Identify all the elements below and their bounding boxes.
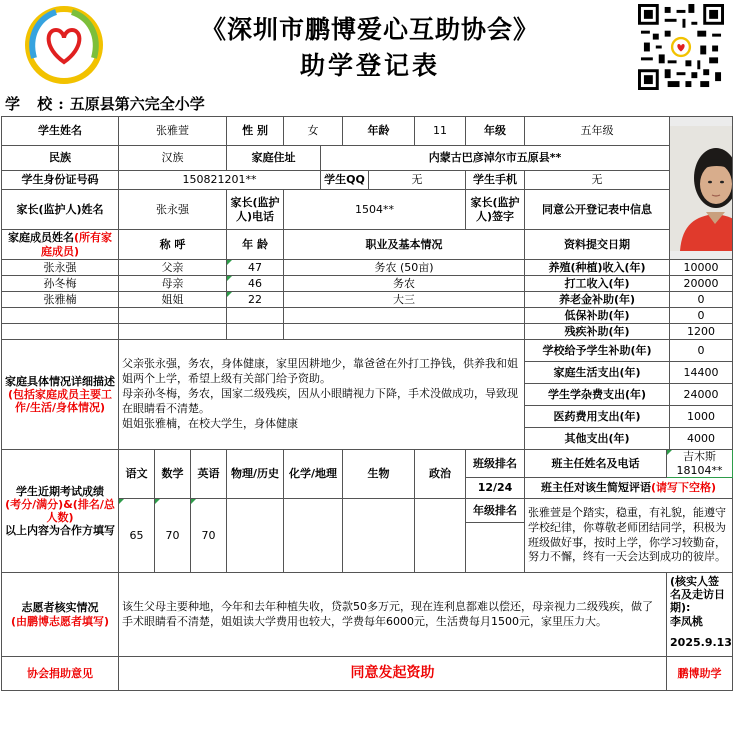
member-name: [2, 324, 119, 340]
score-cell: 70: [191, 499, 227, 573]
finance-value: 4000: [670, 428, 733, 450]
grade-rank-label: 年级排名: [466, 499, 525, 523]
finance-value: 0: [670, 308, 733, 324]
score-cell: [415, 499, 466, 573]
volunteer-label: 志愿者核实情况: [21, 601, 99, 615]
finance-label: 低保补助(年): [525, 308, 670, 324]
member-age: 47: [227, 260, 284, 276]
finance-value: 14400: [670, 362, 733, 384]
submit-date-label: 资料提交日期: [525, 230, 670, 260]
guardian-name-value: 张永强: [119, 190, 227, 230]
member-age: 22: [227, 292, 284, 308]
member-job: 务农 (50亩): [284, 260, 525, 276]
grade-value: 五年级: [525, 117, 670, 146]
score-cell: [284, 499, 343, 573]
student-portrait-image: [670, 126, 733, 251]
member-job: [284, 324, 525, 340]
volunteer-header: [2, 573, 119, 657]
volunteer-text: 该生父母主要种地，今年和去年种植失收，贷款50多万元，现在连利息都难以偿还，母亲视力二级残疾，做了手术眼睛看不清楚，姐姐读大学费用也较大，学费每年6000元，生活费每月1500元，家里压力大。: [119, 573, 667, 657]
guardian-sign-label: 家长(监护人)签字: [466, 190, 525, 230]
id-number-label: 学生身份证号码: [2, 171, 119, 190]
exam-tail: 以上内容为合作方填写: [5, 524, 115, 538]
member-name: 张永强: [2, 260, 119, 276]
ethnicity-value: 汉族: [119, 146, 227, 171]
donation-opinion: 同意发起资助: [119, 657, 667, 691]
member-name: [2, 308, 119, 324]
finance-label: 家庭生活支出(年): [525, 362, 670, 384]
finance-value: 1200: [670, 324, 733, 340]
member-relation: 母亲: [119, 276, 227, 292]
member-relation: 父亲: [119, 260, 227, 276]
guardian-phone-label: 家长(监护人)电话: [227, 190, 284, 230]
exam-label: 学生近期考试成绩: [16, 484, 104, 498]
member-name: 孙冬梅: [2, 276, 119, 292]
member-name: 张雅楠: [2, 292, 119, 308]
teacher-contact: 吉木斯18104**: [667, 450, 733, 478]
subject-header: 生物: [343, 450, 415, 499]
form-title-line1: 《深圳市鹏博爱心互助协会》: [200, 15, 539, 44]
grade-label: 年级: [466, 117, 525, 146]
address-label: 家庭住址: [227, 146, 321, 171]
score-cell: [227, 499, 284, 573]
member-job: 大三: [284, 292, 525, 308]
finance-value: 0: [670, 340, 733, 362]
registration-form: [1, 116, 733, 691]
qq-value: 无: [369, 171, 466, 190]
school-name: 五原县第六完全小学: [69, 95, 205, 113]
subject-header: 政治: [415, 450, 466, 499]
student-phone-label: 学生手机: [466, 171, 525, 190]
member-job: [284, 308, 525, 324]
donation-opinion-label: 协会捐助意见: [2, 657, 119, 691]
subject-header: 物理/历史: [227, 450, 284, 499]
association-logo: [22, 6, 106, 84]
finance-value: 0: [670, 292, 733, 308]
age-label: 年龄: [343, 117, 415, 146]
subject-header: 数学: [155, 450, 191, 499]
age-column-header: 年 龄: [227, 230, 284, 260]
verifier-name: 李凤桃: [670, 614, 704, 628]
form-title-line2: 助学登记表: [299, 51, 440, 80]
gender-value: 女: [284, 117, 343, 146]
finance-value: 24000: [670, 384, 733, 406]
consent-text: 同意公开登记表中信息: [525, 190, 670, 230]
student-name: 张雅萱: [119, 117, 227, 146]
student-name-label: 学生姓名: [2, 117, 119, 146]
score-cell: 70: [155, 499, 191, 573]
family-situation-text: [119, 340, 525, 450]
subject-header: 英语: [191, 450, 227, 499]
school-line: [5, 93, 205, 115]
student-phone-value: 无: [525, 171, 670, 190]
finance-label: 打工收入(年): [525, 276, 670, 292]
class-rank-label: 班级排名: [466, 450, 525, 478]
family-situation-father: 父亲张永强，务农，身体健康，家里因耕地少，靠爸爸在外打工挣钱，供养我和姐姐两个上学，希望上级有关部门给予资助。: [122, 357, 518, 386]
member-age: 46: [227, 276, 284, 292]
member-relation: [119, 308, 227, 324]
member-relation: [119, 324, 227, 340]
finance-label: 残疾补助(年): [525, 324, 670, 340]
family-situation-sister: 姐姐张雅楠，在校大学生，身体健康: [122, 416, 298, 430]
age-value: 11: [415, 117, 466, 146]
family-situation-mother: 母亲孙冬梅，务农，国家二级残疾，因从小眼睛视力下降，手术没做成功，导致现在眼睛看不清楚。: [122, 387, 518, 415]
class-rank-value: 12/24: [466, 478, 525, 499]
family-members-header: [2, 230, 119, 260]
verification-date: 2025.9.13: [670, 635, 732, 649]
teacher-comment-note: (请写下空格): [651, 481, 717, 495]
exam-note: (考分/满分)&(排名/总人数): [5, 497, 115, 524]
ethnicity-label: 民族: [2, 146, 119, 171]
family-members-note: (所有家庭成员): [40, 231, 113, 258]
member-age: [227, 324, 284, 340]
relation-column-header: 称 呼: [119, 230, 227, 260]
finance-label: 其他支出(年): [525, 428, 670, 450]
score-cell: 65: [119, 499, 155, 573]
school-label: 学 校:: [5, 95, 70, 113]
teacher-label: 班主任姓名及电话: [525, 450, 667, 478]
finance-label: 学校给予学生补助(年): [525, 340, 670, 362]
address-value: 内蒙古巴彦淖尔市五原县**: [321, 146, 670, 171]
qr-code-icon[interactable]: [638, 4, 724, 90]
job-column-header: 职业及基本情况: [284, 230, 525, 260]
family-situation-note: (包括家庭成员主要工作/生活/身体情况): [7, 387, 113, 415]
gender-label: 性 别: [227, 117, 284, 146]
guardian-phone-value: 1504**: [284, 190, 466, 230]
teacher-comment-text: 张雅萱是个踏实，稳重，有礼貌，能遵守学校纪律，你尊敬老师团结同学，积极为班级做好事，按时上学，你学习较勤奋，努力不懈，终有一天会达到成功的彼岸。: [525, 499, 733, 573]
teacher-comment-header: [525, 478, 733, 499]
teacher-comment-label: 班主任对该生简短评语: [541, 481, 651, 495]
family-members-label: 家庭成员姓名: [7, 231, 74, 245]
verification-label: (核实人签名及走访日期):: [670, 575, 726, 615]
exam-header: [2, 450, 119, 573]
subject-header: 化学/地理: [284, 450, 343, 499]
finance-value: 1000: [670, 406, 733, 428]
volunteer-note: (由鹏博志愿者填写): [10, 614, 110, 628]
family-situation-label: 家庭具体情况详细描述: [5, 374, 115, 388]
id-number-value: 150821201**: [119, 171, 321, 190]
grade-rank-value: [466, 523, 525, 573]
finance-label: 养殖(种植)收入(年): [525, 260, 670, 276]
finance-label: 医药费用支出(年): [525, 406, 670, 428]
finance-label: 养老金补助(年): [525, 292, 670, 308]
finance-value: 10000: [670, 260, 733, 276]
member-relation: 姐姐: [119, 292, 227, 308]
family-situation-header: [2, 340, 119, 450]
header: [0, 0, 733, 92]
subject-header: 语文: [119, 450, 155, 499]
finance-label: 学生学杂费支出(年): [525, 384, 670, 406]
member-job: 务农: [284, 276, 525, 292]
score-cell: [343, 499, 415, 573]
finance-value: 20000: [670, 276, 733, 292]
organization-name: 鹏博助学: [667, 657, 733, 691]
guardian-name-label: 家长(监护人)姓名: [2, 190, 119, 230]
student-photo: [670, 117, 733, 260]
member-age: [227, 308, 284, 324]
verification-box: [667, 573, 733, 657]
qq-label: 学生QQ: [321, 171, 369, 190]
